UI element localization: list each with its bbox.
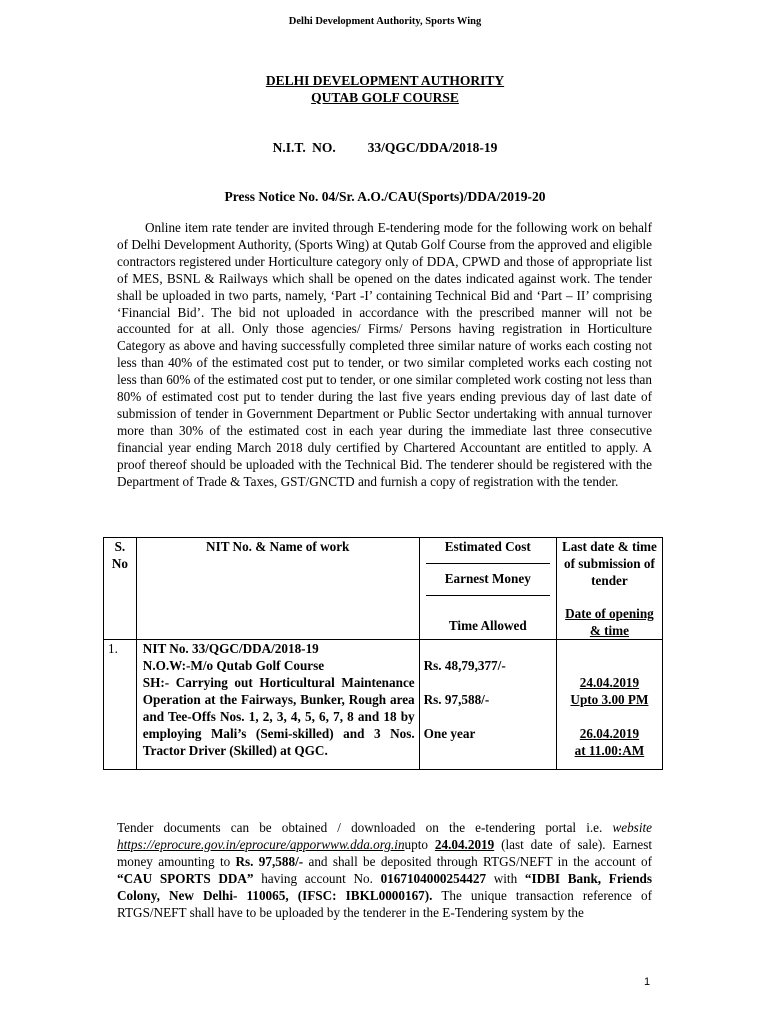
nit-line — [0, 140, 770, 156]
website-label: website — [612, 820, 652, 835]
title-line-1: DELHI DEVELOPMENT AUTHORITY — [265, 73, 505, 88]
tender-text-3: (last date of sale). Earnest money amounting to — [117, 836, 652, 869]
account-number: 0167104000254427 — [380, 870, 487, 886]
header-sno-line2: No — [111, 556, 128, 571]
tender-text-5: having account No. — [253, 870, 381, 886]
header-divider — [426, 595, 550, 596]
tender-text-7: The unique transaction reference of RTGS/NEFT shall have to be uploaded by the tenderer in the E-Tendering system by the — [117, 887, 652, 920]
tender-text-4: and shall be deposited through RTGS/NEFT in the account of — [303, 853, 652, 869]
nit-number: 33/QGC/DDA/2018-19 — [367, 140, 498, 155]
tender-text-6: with — [486, 870, 525, 886]
header-time-allowed: Time Allowed — [448, 618, 527, 633]
table-header-row — [104, 538, 663, 640]
row-last-date: 24.04.2019 — [579, 675, 640, 690]
works-table — [103, 537, 663, 770]
header-sno — [104, 538, 137, 640]
row-now: N.O.W:-M/o Qutab Golf Course — [142, 658, 325, 673]
row-last-time: Upto 3.00 PM — [570, 692, 649, 707]
intro-paragraph: Online item rate tender are invited through E-tendering mode for the following work on behalf of Delhi Development Authority, (Sports Wing) at Qutab Golf Course from the approved and eligible contractors registered under Horticulture category only of DDA, CPWD and those of appropriate list of MES, BSNL & Railways which shall be opened on the dates indicated against work. The tender shall be uploaded in two parts, namely, ‘Part -I’ containing Technical Bid and ‘Part – II’ comprising ‘Financial Bid’. The bid not uploaded in accordance with the prescribed manner will not be accounted for at all. Only those agencies/ Firms/ Persons having registration in Horticulture Category as above and having successfully completed three similar nature of works each costing not less than 40% of the estimated cost put to tender, or two similar completed works each costing not less than 60% of the estimated cost put to tender, or one similar completed work costing not less than 80% of estimated cost put to tender during the last five years ending previous day of last date of submission of tender in Government Department or Public Sector undertaking with annual turnover more than 30% of the estimated cost in each year during the immediate last three consecutive financial year ending March 2018 duly certified by Chartered Accountant are entitled to apply. A proof thereof should be uploaded with the Technical Bid. The tenderer should be registered with the Department of Trade & Taxes, GST/GNCTD and furnish a copy of registration with the tender. — [117, 220, 652, 489]
row-time-allowed: One year — [423, 726, 476, 741]
row-costs — [419, 640, 556, 770]
title-line-2: QUTAB GOLF COURSE — [311, 90, 459, 105]
header-lastdate-2: of submission of — [564, 556, 655, 571]
header-opening-2: & time — [589, 623, 630, 638]
running-header: Delhi Development Authority, Sports Wing — [288, 16, 482, 27]
header-dates — [556, 538, 662, 640]
row-nit-no: NIT No. 33/QGC/DDA/2018-19 — [142, 641, 319, 656]
row-earnest-money: Rs. 97,588/- — [423, 692, 490, 707]
tender-paragraph — [117, 820, 652, 921]
header-lastdate-3: tender — [591, 573, 628, 588]
row-estimated-cost: Rs. 48,79,377/- — [423, 658, 506, 673]
tender-text-1: Tender documents can be obtained / downloaded on the e-tendering portal i.e. — [117, 820, 613, 835]
row-sno: 1. — [104, 640, 137, 770]
header-cost — [419, 538, 556, 640]
header-earnest-money: Earnest Money — [444, 571, 531, 586]
page-number: 1 — [644, 976, 651, 988]
header-estimated-cost: Estimated Cost — [444, 539, 531, 554]
bank-details: “IDBI Bank, Friends Colony, New Delhi- 110065, (IFSC: IBKL0000167). — [117, 870, 652, 903]
header-sno-line1: S. — [114, 539, 126, 554]
tender-text-2: upto — [404, 836, 435, 852]
tender-portal-link[interactable]: https://eprocure.gov.in/eprocure/apporwww.dda.org.in — [117, 836, 405, 852]
last-sale-date: 24.04.2019 — [434, 836, 495, 852]
header-divider — [426, 563, 550, 564]
row-opening-time: at 11.00:AM — [574, 743, 645, 758]
header-lastdate-1: Last date & time — [562, 539, 657, 554]
nit-label: N.I.T. NO. — [272, 140, 336, 155]
account-name: “CAU SPORTS DDA” — [117, 870, 254, 886]
table-row — [104, 640, 663, 770]
header-opening-1: Date of opening — [565, 606, 654, 621]
press-notice: Press Notice No. 04/Sr. A.O./CAU(Sports)/DDA/2019-20 — [224, 189, 546, 204]
header-name: NIT No. & Name of work — [136, 538, 419, 640]
row-dates — [556, 640, 662, 770]
earnest-amount: Rs. 97,588/- — [235, 853, 304, 869]
row-sh: SH:- Carrying out Horticultural Maintenance Operation at the Fairways, Bunker, Rough area and Tee-Offs Nos. 1, 2, 3, 4, 5, 6, 7, 8 and 18 by employing Mali’s (Semi-skilled) and 3 Nos. Tractor Driver (Skilled) at QGC. — [142, 675, 415, 758]
document-title — [0, 72, 770, 106]
row-opening-date: 26.04.2019 — [579, 726, 640, 741]
row-work-name — [136, 640, 419, 770]
